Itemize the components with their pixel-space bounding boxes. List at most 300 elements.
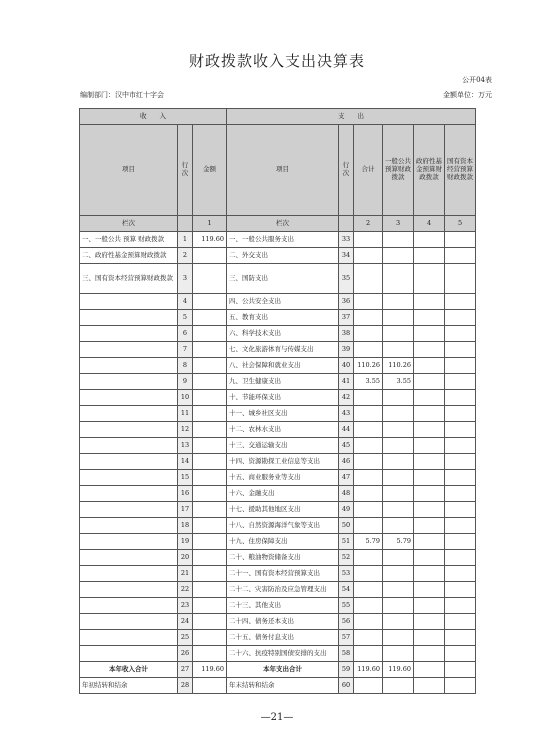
table-row xyxy=(80,470,476,486)
income-line: 17 xyxy=(178,502,193,518)
expense-general xyxy=(383,264,414,294)
expense-total: 5.79 xyxy=(354,534,383,550)
expense-general xyxy=(383,614,414,630)
income-amount xyxy=(193,342,227,358)
expense-gov-fund xyxy=(414,566,445,582)
income-item xyxy=(80,518,178,534)
expense-total xyxy=(354,614,383,630)
expense-line: 47 xyxy=(339,470,354,486)
income-item xyxy=(80,310,178,326)
expense-item: 十六、金融支出 xyxy=(227,486,339,502)
income-item xyxy=(80,550,178,566)
expense-total xyxy=(354,294,383,310)
expense-item: 十、节能环保支出 xyxy=(227,390,339,406)
income-amount xyxy=(193,646,227,662)
expense-general xyxy=(383,582,414,598)
expense-gov-fund xyxy=(414,582,445,598)
expense-gov-fund xyxy=(414,550,445,566)
expense-gov-fund xyxy=(414,598,445,614)
expense-state-capital xyxy=(445,232,476,248)
expense-line: 60 xyxy=(339,678,354,694)
income-line: 8 xyxy=(178,358,193,374)
expense-item: 二十三、其他支出 xyxy=(227,598,339,614)
income-item xyxy=(80,454,178,470)
expense-general: 5.79 xyxy=(383,534,414,550)
income-amount xyxy=(193,502,227,518)
expense-gov-fund xyxy=(414,310,445,326)
income-line: 19 xyxy=(178,534,193,550)
income-line: 20 xyxy=(178,550,193,566)
expense-general xyxy=(383,518,414,534)
table-row xyxy=(80,358,476,374)
expense-general xyxy=(383,342,414,358)
table-row xyxy=(80,454,476,470)
income-item xyxy=(80,374,178,390)
expense-line: 38 xyxy=(339,326,354,342)
expense-gov-fund xyxy=(414,406,445,422)
table-row xyxy=(80,678,476,694)
expense-state-capital xyxy=(445,550,476,566)
table-row xyxy=(80,438,476,454)
expense-gov-fund xyxy=(414,374,445,390)
expense-gov-fund xyxy=(414,294,445,310)
table-row xyxy=(80,342,476,358)
col-general-budget: 一般公共预算财政拨款 xyxy=(383,125,414,216)
income-header: 收 入 xyxy=(80,109,227,125)
expense-general xyxy=(383,310,414,326)
expense-total xyxy=(354,486,383,502)
income-item xyxy=(80,406,178,422)
income-item xyxy=(80,582,178,598)
income-item: 本年收入合计 xyxy=(80,662,178,678)
col-state-capital: 国有资本经营预算财政拨款 xyxy=(445,125,476,216)
table-row xyxy=(80,534,476,550)
expense-gov-fund xyxy=(414,232,445,248)
col-index-5: 5 xyxy=(445,216,476,232)
income-item: 二、政府性基金预算财政拨款 xyxy=(80,248,178,264)
expense-total xyxy=(354,678,383,694)
income-item xyxy=(80,486,178,502)
income-item xyxy=(80,534,178,550)
expense-gov-fund xyxy=(414,534,445,550)
table-row xyxy=(80,646,476,662)
expense-state-capital xyxy=(445,614,476,630)
income-line: 2 xyxy=(178,248,193,264)
income-amount xyxy=(193,422,227,438)
income-amount xyxy=(193,374,227,390)
expense-total xyxy=(354,646,383,662)
income-line: 27 xyxy=(178,662,193,678)
col-item-expense: 项目 xyxy=(227,125,339,216)
expense-header: 支 出 xyxy=(227,109,476,125)
expense-line: 40 xyxy=(339,358,354,374)
income-line: 13 xyxy=(178,438,193,454)
expense-gov-fund xyxy=(414,630,445,646)
expense-line: 53 xyxy=(339,566,354,582)
expense-state-capital xyxy=(445,486,476,502)
expense-state-capital xyxy=(445,518,476,534)
expense-line: 42 xyxy=(339,390,354,406)
income-item xyxy=(80,294,178,310)
expense-total xyxy=(354,232,383,248)
table-row xyxy=(80,422,476,438)
expense-line: 44 xyxy=(339,422,354,438)
income-line: 7 xyxy=(178,342,193,358)
col-line: 行次 xyxy=(178,125,193,216)
table-row xyxy=(80,406,476,422)
expense-line: 46 xyxy=(339,454,354,470)
expense-line: 49 xyxy=(339,502,354,518)
expense-item: 三、国防支出 xyxy=(227,264,339,294)
expense-state-capital xyxy=(445,582,476,598)
expense-state-capital xyxy=(445,598,476,614)
expense-state-capital xyxy=(445,678,476,694)
expense-general xyxy=(383,470,414,486)
income-line: 16 xyxy=(178,486,193,502)
expense-gov-fund xyxy=(414,422,445,438)
expense-gov-fund xyxy=(414,518,445,534)
expense-item: 九、卫生健康支出 xyxy=(227,374,339,390)
form-code: 公开04表 xyxy=(462,76,492,84)
expense-total xyxy=(354,264,383,294)
expense-line: 45 xyxy=(339,438,354,454)
expense-general xyxy=(383,454,414,470)
expense-total xyxy=(354,582,383,598)
expense-state-capital xyxy=(445,294,476,310)
expense-gov-fund xyxy=(414,438,445,454)
income-amount xyxy=(193,582,227,598)
income-item: 一、一般公共 预算 财政拨款 xyxy=(80,232,178,248)
expense-total xyxy=(354,566,383,582)
expense-general xyxy=(383,438,414,454)
col-gov-fund: 政府性基金预算财政拨款 xyxy=(414,125,445,216)
income-item xyxy=(80,358,178,374)
income-item xyxy=(80,502,178,518)
income-amount: 119.60 xyxy=(193,232,227,248)
expense-item: 十八、自然资源海洋气象等支出 xyxy=(227,518,339,534)
expense-item: 十七、援助其他地区支出 xyxy=(227,502,339,518)
income-amount xyxy=(193,294,227,310)
table-row xyxy=(80,248,476,264)
expense-gov-fund xyxy=(414,470,445,486)
income-line: 15 xyxy=(178,470,193,486)
expense-general xyxy=(383,406,414,422)
income-line: 14 xyxy=(178,454,193,470)
expense-total xyxy=(354,550,383,566)
expense-general xyxy=(383,486,414,502)
income-line: 9 xyxy=(178,374,193,390)
table-row xyxy=(80,630,476,646)
expense-general xyxy=(383,566,414,582)
expense-line: 58 xyxy=(339,646,354,662)
expense-state-capital xyxy=(445,454,476,470)
expense-line: 52 xyxy=(339,550,354,566)
income-amount xyxy=(193,614,227,630)
expense-state-capital xyxy=(445,374,476,390)
income-amount xyxy=(193,438,227,454)
income-line: 24 xyxy=(178,614,193,630)
expense-item: 七、文化旅游体育与传媒支出 xyxy=(227,342,339,358)
table-row xyxy=(80,486,476,502)
income-item xyxy=(80,614,178,630)
income-amount xyxy=(193,598,227,614)
expense-line: 59 xyxy=(339,662,354,678)
income-amount xyxy=(193,454,227,470)
expense-gov-fund xyxy=(414,646,445,662)
income-line: 23 xyxy=(178,598,193,614)
income-amount xyxy=(193,630,227,646)
expense-state-capital xyxy=(445,662,476,678)
expense-gov-fund xyxy=(414,248,445,264)
table-row xyxy=(80,390,476,406)
table-row xyxy=(80,662,476,678)
income-line: 11 xyxy=(178,406,193,422)
expense-line: 48 xyxy=(339,486,354,502)
table-row xyxy=(80,502,476,518)
income-item xyxy=(80,630,178,646)
col-index-3: 3 xyxy=(383,216,414,232)
expense-item: 一、一般公共服务支出 xyxy=(227,232,339,248)
expense-general xyxy=(383,248,414,264)
expense-total xyxy=(354,422,383,438)
expense-general xyxy=(383,294,414,310)
income-line: 26 xyxy=(178,646,193,662)
expense-line: 33 xyxy=(339,232,354,248)
income-item xyxy=(80,646,178,662)
expense-total xyxy=(354,326,383,342)
expense-gov-fund xyxy=(414,454,445,470)
income-line: 28 xyxy=(178,678,193,694)
income-line: 4 xyxy=(178,294,193,310)
income-amount: 119.60 xyxy=(193,662,227,678)
compiling-unit: 编制部门：汉中市红十字会 xyxy=(80,91,164,99)
expense-general xyxy=(383,598,414,614)
income-item xyxy=(80,470,178,486)
expense-gov-fund xyxy=(414,502,445,518)
table-row xyxy=(80,598,476,614)
income-amount xyxy=(193,390,227,406)
income-amount xyxy=(193,550,227,566)
income-item xyxy=(80,566,178,582)
amount-unit: 金额单位：万元 xyxy=(443,91,492,99)
expense-general xyxy=(383,390,414,406)
expense-line: 43 xyxy=(339,406,354,422)
income-item xyxy=(80,422,178,438)
expense-item: 二十二、灾害防治及应急管理支出 xyxy=(227,582,339,598)
income-item xyxy=(80,342,178,358)
expense-state-capital xyxy=(445,630,476,646)
income-item: 三、国有资本经营预算财政拨款 xyxy=(80,264,178,294)
expense-line: 36 xyxy=(339,294,354,310)
expense-total xyxy=(354,598,383,614)
income-amount xyxy=(193,406,227,422)
expense-item: 年末结转和结余 xyxy=(227,678,339,694)
expense-gov-fund xyxy=(414,486,445,502)
income-item xyxy=(80,326,178,342)
appropriation-table xyxy=(79,108,476,694)
table-row xyxy=(80,310,476,326)
expense-state-capital xyxy=(445,502,476,518)
expense-item: 十三、交通运输支出 xyxy=(227,438,339,454)
expense-line: 54 xyxy=(339,582,354,598)
income-item xyxy=(80,598,178,614)
expense-item: 十九、住房保障支出 xyxy=(227,534,339,550)
table-row xyxy=(80,566,476,582)
expense-total xyxy=(354,342,383,358)
income-item: 年初结转和结余 xyxy=(80,678,178,694)
col-total: 合计 xyxy=(354,125,383,216)
expense-state-capital xyxy=(445,566,476,582)
income-amount xyxy=(193,486,227,502)
expense-general xyxy=(383,502,414,518)
expense-gov-fund xyxy=(414,342,445,358)
expense-line: 57 xyxy=(339,630,354,646)
expense-item: 十二、农林水支出 xyxy=(227,422,339,438)
expense-general xyxy=(383,550,414,566)
expense-line: 39 xyxy=(339,342,354,358)
expense-general xyxy=(383,630,414,646)
expense-general: 3.55 xyxy=(383,374,414,390)
expense-state-capital xyxy=(445,310,476,326)
expense-line: 55 xyxy=(339,598,354,614)
expense-gov-fund xyxy=(414,614,445,630)
expense-item: 二十四、债务还本支出 xyxy=(227,614,339,630)
income-line: 21 xyxy=(178,566,193,582)
income-amount xyxy=(193,264,227,294)
income-line: 5 xyxy=(178,310,193,326)
table-row xyxy=(80,550,476,566)
col-index-4: 4 xyxy=(414,216,445,232)
expense-line: 56 xyxy=(339,614,354,630)
table-row xyxy=(80,518,476,534)
expense-gov-fund xyxy=(414,678,445,694)
expense-general xyxy=(383,678,414,694)
page-number: —21— xyxy=(260,712,294,723)
expense-state-capital xyxy=(445,342,476,358)
expense-line: 34 xyxy=(339,248,354,264)
expense-item: 六、科学技术支出 xyxy=(227,326,339,342)
expense-line: 51 xyxy=(339,534,354,550)
expense-general: 110.26 xyxy=(383,358,414,374)
expense-state-capital xyxy=(445,470,476,486)
table-row xyxy=(80,582,476,598)
expense-state-capital xyxy=(445,422,476,438)
expense-total xyxy=(354,502,383,518)
expense-general xyxy=(383,232,414,248)
row-index-label: 栏次 xyxy=(80,216,178,232)
expense-general xyxy=(383,646,414,662)
expense-general: 119.60 xyxy=(383,662,414,678)
expense-state-capital xyxy=(445,264,476,294)
expense-state-capital xyxy=(445,646,476,662)
expense-item: 本年支出合计 xyxy=(227,662,339,678)
expense-item: 二十、粮油物资储备支出 xyxy=(227,550,339,566)
expense-gov-fund xyxy=(414,390,445,406)
income-item xyxy=(80,390,178,406)
expense-state-capital xyxy=(445,358,476,374)
expense-gov-fund xyxy=(414,264,445,294)
expense-item: 五、教育支出 xyxy=(227,310,339,326)
table-row xyxy=(80,294,476,310)
table-row xyxy=(80,374,476,390)
income-line: 10 xyxy=(178,390,193,406)
expense-total xyxy=(354,470,383,486)
col-item: 项目 xyxy=(80,125,178,216)
income-amount xyxy=(193,470,227,486)
col-index-1: 1 xyxy=(193,216,227,232)
expense-gov-fund xyxy=(414,662,445,678)
expense-item: 十一、城乡社区支出 xyxy=(227,406,339,422)
expense-state-capital xyxy=(445,390,476,406)
expense-item: 十五、商业服务业等支出 xyxy=(227,470,339,486)
expense-line: 50 xyxy=(339,518,354,534)
income-line: 3 xyxy=(178,264,193,294)
col-index-2: 2 xyxy=(354,216,383,232)
expense-item: 二十五、债务付息支出 xyxy=(227,630,339,646)
expense-state-capital xyxy=(445,248,476,264)
expense-item: 八、社会保障和就业支出 xyxy=(227,358,339,374)
table-row xyxy=(80,232,476,248)
expense-item: 二十六、抗疫特别国债安排的支出 xyxy=(227,646,339,662)
table-row xyxy=(80,264,476,294)
expense-gov-fund xyxy=(414,358,445,374)
table-row xyxy=(80,614,476,630)
expense-total: 110.26 xyxy=(354,358,383,374)
expense-total xyxy=(354,630,383,646)
col-line-expense: 行次 xyxy=(339,125,354,216)
expense-total xyxy=(354,438,383,454)
income-amount xyxy=(193,534,227,550)
income-line: 1 xyxy=(178,232,193,248)
expense-total xyxy=(354,406,383,422)
doc-title: 财政拨款收入支出决算表 xyxy=(188,52,365,70)
income-line: 25 xyxy=(178,630,193,646)
col-amount: 金额 xyxy=(193,125,227,216)
expense-total: 3.55 xyxy=(354,374,383,390)
income-line: 12 xyxy=(178,422,193,438)
expense-item: 四、公共安全支出 xyxy=(227,294,339,310)
expense-line: 41 xyxy=(339,374,354,390)
expense-item: 十四、资源勘探工业信息等支出 xyxy=(227,454,339,470)
expense-total xyxy=(354,454,383,470)
expense-item: 二、外交支出 xyxy=(227,248,339,264)
expense-total xyxy=(354,390,383,406)
income-amount xyxy=(193,678,227,694)
income-item xyxy=(80,438,178,454)
table-row xyxy=(80,326,476,342)
expense-total xyxy=(354,518,383,534)
expense-general xyxy=(383,326,414,342)
expense-line: 35 xyxy=(339,264,354,294)
expense-line: 37 xyxy=(339,310,354,326)
expense-state-capital xyxy=(445,406,476,422)
expense-item: 二十一、国有资本经营预算支出 xyxy=(227,566,339,582)
income-amount xyxy=(193,566,227,582)
income-line: 6 xyxy=(178,326,193,342)
expense-total xyxy=(354,248,383,264)
expense-general xyxy=(383,422,414,438)
row-index-label-expense: 栏次 xyxy=(227,216,339,232)
expense-state-capital xyxy=(445,534,476,550)
income-line: 22 xyxy=(178,582,193,598)
income-amount xyxy=(193,358,227,374)
expense-total xyxy=(354,310,383,326)
expense-state-capital xyxy=(445,438,476,454)
income-amount xyxy=(193,310,227,326)
income-amount xyxy=(193,518,227,534)
income-line: 18 xyxy=(178,518,193,534)
income-amount xyxy=(193,326,227,342)
